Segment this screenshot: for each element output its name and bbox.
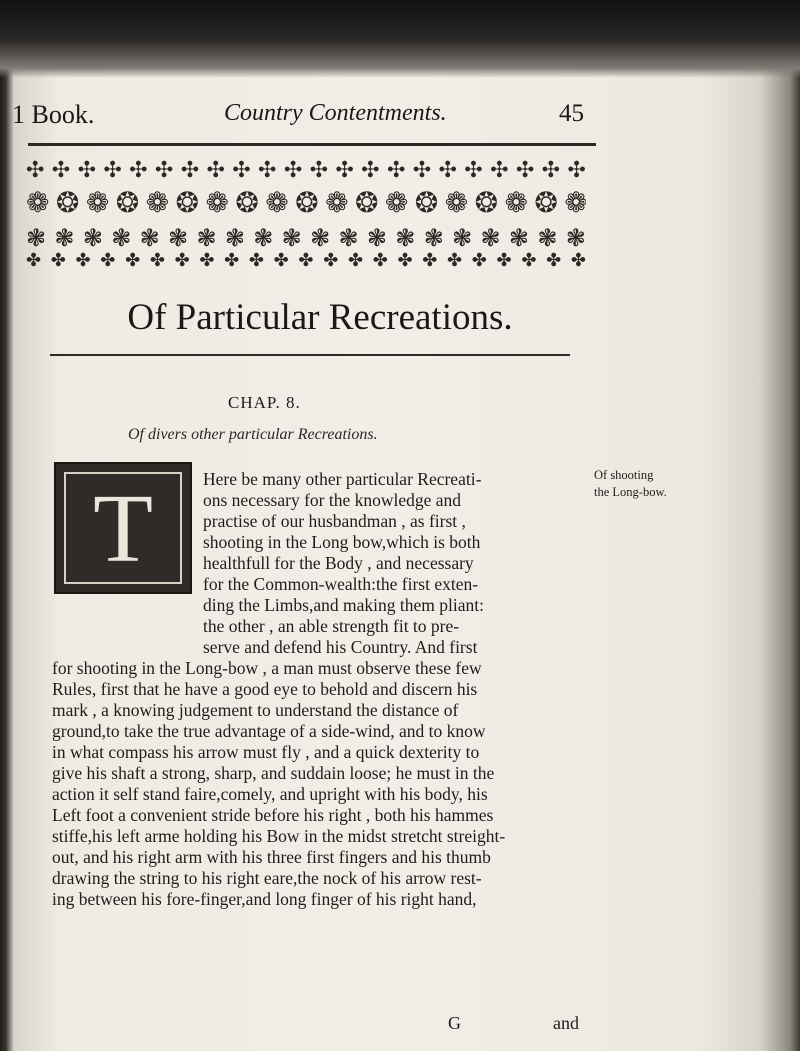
text-line: for the Common-wealth:the first exten-	[203, 574, 479, 594]
page-number: 45	[559, 100, 584, 127]
text-line: in what compass his arrow must fly , and a quick dexterity to	[52, 742, 480, 762]
text-line: ons necessary for the knowledge and	[203, 490, 462, 510]
text-line: the other , an able strength fit to pre-	[203, 616, 460, 636]
ornament-row-middle: ❁ ❂ ❁ ❂ ❁ ❂ ❁ ❂ ❁ ❂ ❁ ❂ ❁ ❂ ❁ ❂ ❁ ❂ ❁	[26, 186, 586, 219]
signature-mark: G	[448, 1013, 461, 1033]
text-line: for shooting in the Long-bow , a man must observe these few	[52, 658, 482, 678]
text-line: mark , a knowing judgement to understand the distance of	[52, 700, 459, 720]
running-title: Country Contentments.	[224, 100, 447, 126]
text-line: practise of our husbandman , as first ,	[203, 511, 466, 531]
section-title: Of Particular Recreations.	[127, 297, 513, 338]
margin-note	[594, 467, 667, 501]
text-line: out, and his right arm with his three first fingers and his thumb	[52, 847, 491, 867]
text-line: give his shaft a strong, sharp, and suddain loose; he must in the	[52, 763, 495, 783]
chapter-heading: CHAP. 8.	[228, 393, 301, 412]
text-line: shooting in the Long bow,which is both	[203, 532, 481, 552]
book-number: 1 Book.	[12, 100, 95, 129]
text-line: drawing the string to his right eare,the nock of his arrow rest-	[52, 868, 482, 888]
text-line: Here be many other particular Recreati-	[203, 469, 482, 489]
text-line: ground,to take the true advantage of a side-wind, and to know	[52, 721, 486, 741]
text-line: healthfull for the Body , and necessary	[203, 553, 474, 573]
decorated-initial	[54, 462, 192, 594]
ornament-row-top: ✣ ✣ ✣ ✣ ✣ ✣ ✣ ✣ ✣ ✣ ✣ ✣ ✣ ✣ ✣ ✣ ✣ ✣ ✣ ✣ ✣ ✣	[26, 158, 586, 183]
text-line: action it self stand faire,comely, and upright with his body, his	[52, 784, 488, 804]
text-line: stiffe,his left arme holding his Bow in the midst stretcht streight-	[52, 826, 506, 846]
initial-letter: T	[93, 475, 153, 583]
text-line: ding the Limbs,and making them pliant:	[203, 595, 484, 615]
text-line: ing between his fore-finger,and long finger of his right hand,	[52, 889, 477, 909]
margin-note-line: Of shooting	[594, 468, 654, 482]
margin-note-line: the Long-bow.	[594, 485, 667, 499]
text-line: Left foot a convenient stride before his right , both his hammes	[52, 805, 494, 825]
ornament-row-bottom: ✤ ✤ ✤ ✤ ✤ ✤ ✤ ✤ ✤ ✤ ✤ ✤ ✤ ✤ ✤ ✤ ✤ ✤ ✤ ✤ ✤ ✤ ✤	[26, 250, 586, 271]
text-line: serve and defend his Country. And first	[203, 637, 478, 657]
running-head	[12, 92, 602, 132]
page-top-shadow	[0, 0, 800, 78]
ornament-row-lower: ❃ ❃ ❃ ❃ ❃ ❃ ❃ ❃ ❃ ❃ ❃ ❃ ❃ ❃ ❃ ❃ ❃ ❃ ❃ ❃	[26, 224, 586, 252]
header-rule	[28, 143, 596, 146]
text-line: Rules, first that he have a good eye to behold and discern his	[52, 679, 478, 699]
title-rule	[50, 354, 570, 356]
chapter-subtitle: Of divers other particular Recreations.	[128, 426, 378, 443]
printers-ornament-band	[26, 158, 586, 270]
catchword: and	[553, 1013, 579, 1033]
